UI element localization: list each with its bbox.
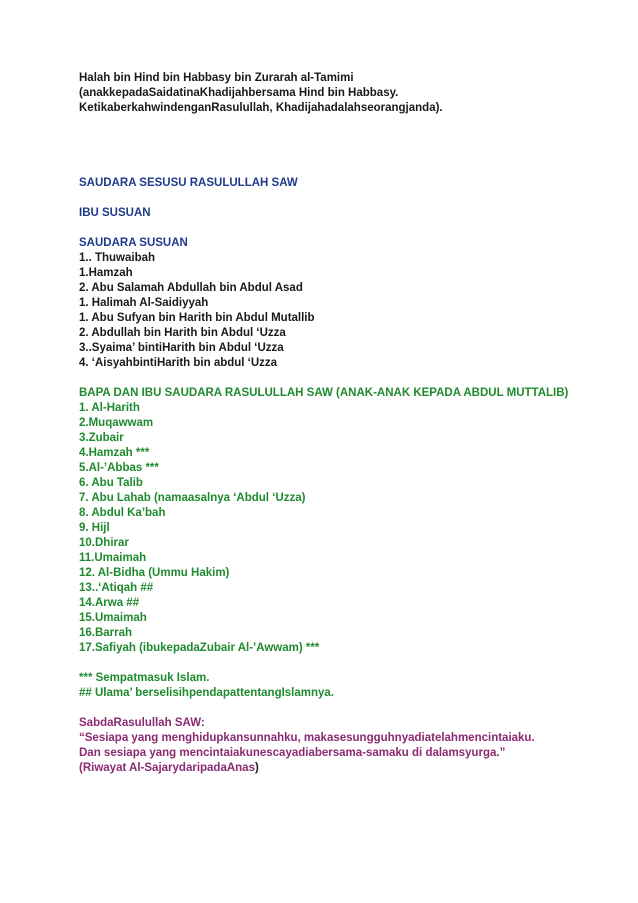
list-item: 12. Al-Bidha (Ummu Hakim): [79, 567, 230, 579]
spacer: [79, 656, 599, 671]
document-page: [79, 71, 599, 776]
sabda-heading: SabdaRasulullah SAW:: [79, 717, 205, 729]
list-item: 2.Muqawwam: [79, 417, 154, 429]
spacer: [79, 221, 599, 236]
sabda-source-close: ): [254, 762, 259, 774]
list-item: 17.Safiyah (ibukepadaZubair Al-’Awwam) ***: [79, 642, 320, 654]
list-item: 15.Umaimah: [79, 612, 147, 624]
list-item: 7. Abu Lahab (namaasalnya ‘Abdul ‘Uzza): [79, 492, 306, 504]
note-line: ## Ulama’ berselisihpendapattentangIslamnya.: [79, 687, 335, 699]
list-item: 6. Abu Talib: [79, 477, 143, 489]
list-item: 1. Al-Harith: [79, 402, 140, 414]
list-item: 16.Barrah: [79, 627, 133, 639]
spacer: [79, 701, 599, 716]
list-item: 10.Dhirar: [79, 537, 129, 549]
ibu-susuan-heading: IBU SUSUAN: [79, 207, 151, 219]
list-item: 13..‘Atiqah ##: [79, 582, 154, 594]
section-heading: SAUDARA SESUSU RASULULLAH SAW: [79, 177, 298, 189]
list-item: 4. ‘AisyahbintiHarith bin abdul ‘Uzza: [79, 357, 278, 369]
list-item: 11.Umaimah: [79, 552, 147, 564]
list-item: 8. Abdul Ka’bah: [79, 507, 166, 519]
sabda-quote-line: Dan sesiapa yang mencintaiakunescayadiabersama-samaku di dalamsyurga.”: [79, 747, 506, 759]
list-item: 1.. Thuwaibah: [79, 252, 156, 264]
spacer: [79, 191, 599, 206]
intro-paragraph: [79, 71, 599, 116]
intro-line: Halah bin Hind bin Habbasy bin Zurarah al-Tamimi: [79, 72, 354, 84]
list-item: 1. Halimah Al-Saidiyyah: [79, 297, 209, 309]
list-item: 5.Al-’Abbas ***: [79, 462, 159, 474]
intro-line: KetikaberkahwindenganRasulullah, Khadijahadalahseorangjanda).: [79, 102, 443, 114]
spacer: [79, 371, 599, 386]
section-heading: BAPA DAN IBU SAUDARA RASULULLAH SAW (ANAK-ANAK KEPADA ABDUL MUTTALIB): [79, 387, 569, 399]
list-item: 3.Zubair: [79, 432, 124, 444]
list-item: 2. Abdullah bin Harith bin Abdul ‘Uzza: [79, 327, 286, 339]
list-item: 14.Arwa ##: [79, 597, 140, 609]
intro-line: (anakkepadaSaidatinaKhadijahbersama Hind bin Habbasy.: [79, 87, 399, 99]
sabda-source: [79, 761, 599, 776]
list-item: 1. Abu Sufyan bin Harith bin Abdul Mutallib: [79, 312, 315, 324]
list-item: 4.Hamzah ***: [79, 447, 150, 459]
note-line: *** Sempatmasuk Islam.: [79, 672, 210, 684]
saudara-sesusu-section: [79, 176, 599, 371]
sabda-source-text: (Riwayat Al-SajarydaripadaAnas: [79, 762, 255, 774]
bapa-ibu-saudara-section: [79, 386, 599, 701]
spacer: [79, 116, 599, 176]
sabda-quote-line: “Sesiapa yang menghidupkansunnahku, makasesungguhnyadiatelahmencintaiaku.: [79, 732, 535, 744]
saudara-susuan-heading: SAUDARA SUSUAN: [79, 237, 188, 249]
list-item: 1.Hamzah: [79, 267, 133, 279]
list-item: 2. Abu Salamah Abdullah bin Abdul Asad: [79, 282, 303, 294]
list-item: 3..Syaima’ bintiHarith bin Abdul ‘Uzza: [79, 342, 284, 354]
list-item: 9. Hijl: [79, 522, 110, 534]
sabda-section: [79, 716, 599, 776]
